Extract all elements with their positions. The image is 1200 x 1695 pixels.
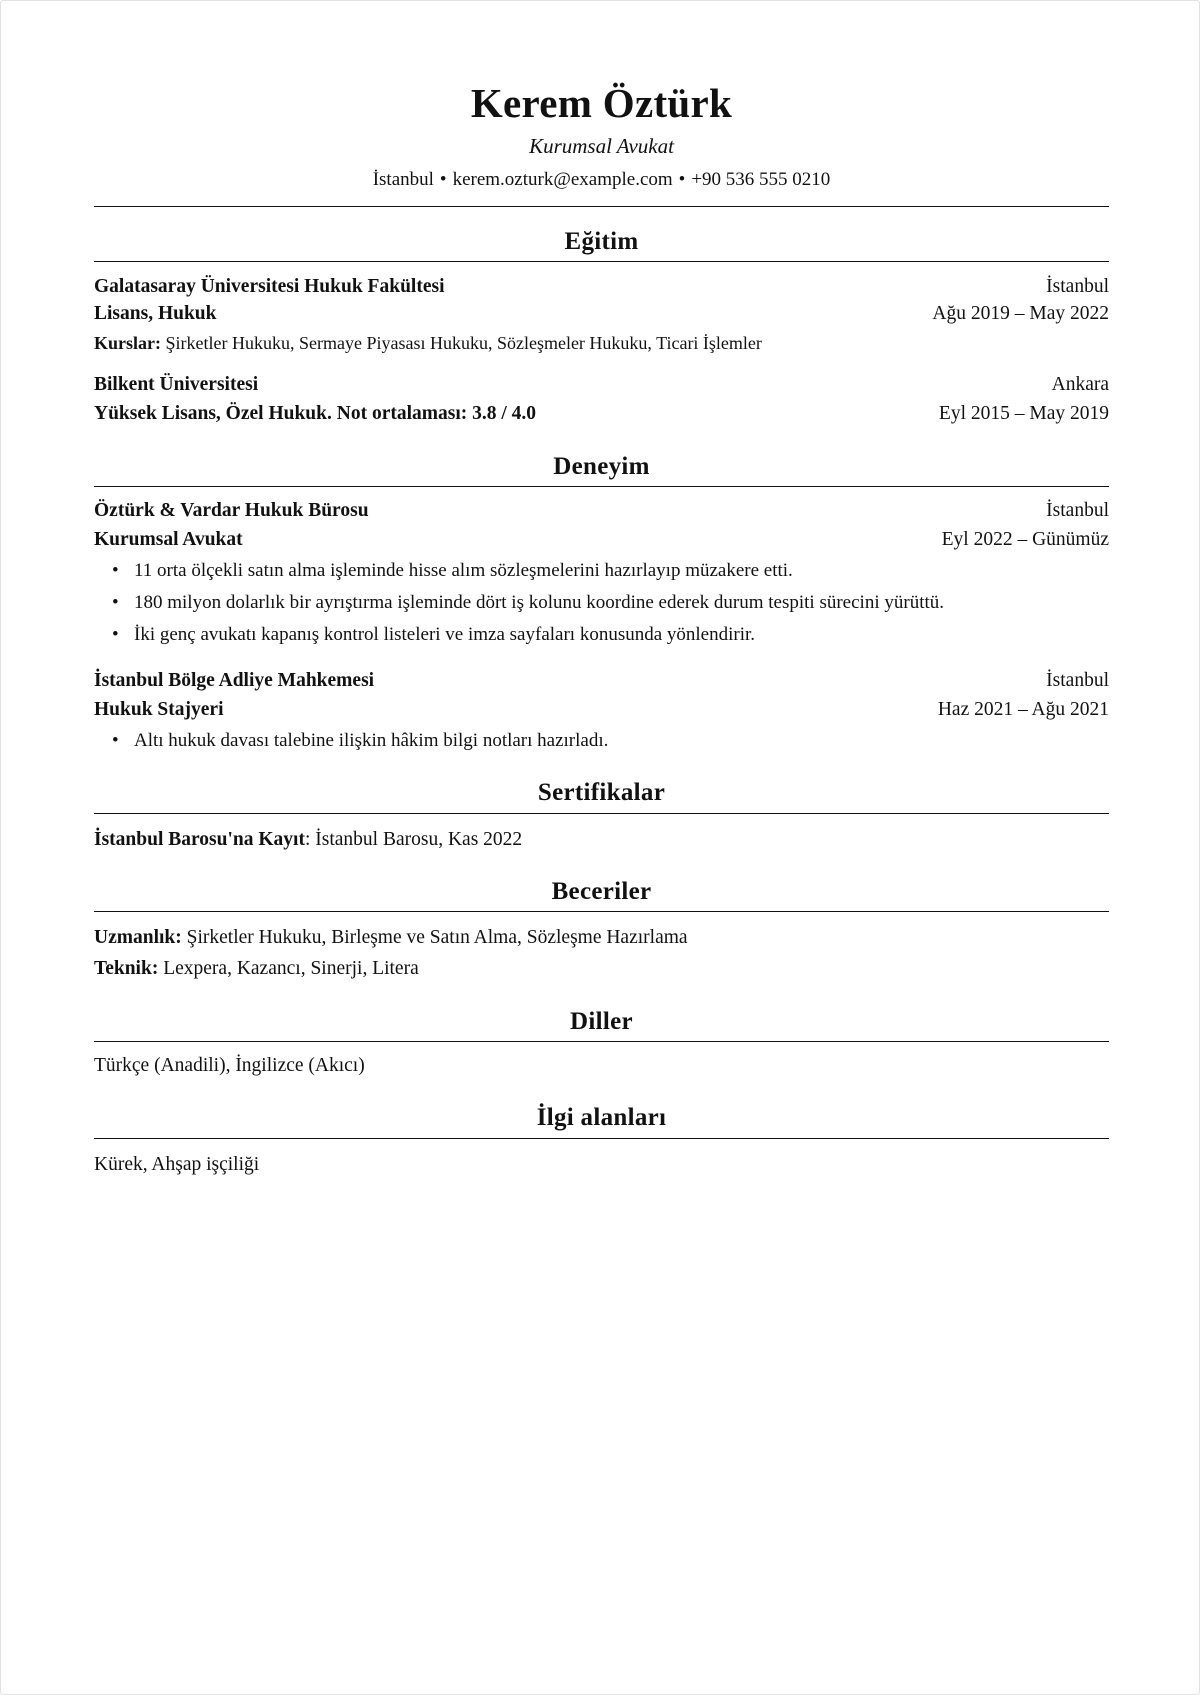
skills-label: Teknik: bbox=[94, 958, 159, 979]
section-title-interests: İlgi alanları bbox=[536, 1104, 667, 1131]
skills-value: Lexpera, Kazancı, Sinerji, Litera bbox=[158, 958, 419, 979]
contact-line bbox=[94, 168, 1109, 192]
bullet-icon: • bbox=[112, 592, 119, 613]
experience-bullet-text: 180 milyon dolarlık bir ayrıştırma işleminde dört iş kolunu koordine ederek durum tespiti sürecini yürüttü. bbox=[134, 592, 944, 613]
education-dates: Eyl 2015 – May 2019 bbox=[938, 403, 1109, 424]
education-location: Ankara bbox=[1051, 374, 1109, 395]
section-title-languages: Diller bbox=[570, 1008, 633, 1035]
experience-bullet-text: İki genç avukatı kapanış kontrol listeleri ve imza sayfaları konusunda yönlendirir. bbox=[134, 624, 756, 645]
education-courses-label: Kurslar: bbox=[94, 333, 161, 353]
section-divider-certifications bbox=[94, 813, 1109, 814]
interests-text: Kürek, Ahşap işçiliği bbox=[94, 1154, 260, 1175]
candidate-title: Kurumsal Avukat bbox=[529, 134, 674, 158]
education-school: Bilkent Üniversitesi bbox=[94, 374, 259, 395]
contact-phone[interactable]: +90 536 555 0210 bbox=[691, 169, 831, 190]
section-title-certifications: Sertifikalar bbox=[537, 779, 666, 806]
education-dates: Ağu 2019 – May 2022 bbox=[932, 303, 1109, 324]
experience-bullet bbox=[112, 590, 944, 616]
section-divider-languages bbox=[94, 1041, 1109, 1042]
education-school: Galatasaray Üniversitesi Hukuk Fakültesi bbox=[94, 276, 445, 297]
experience-bullet-text: 11 orta ölçekli satın alma işleminde hisse alım sözleşmelerini hazırlayıp müzakere etti. bbox=[134, 560, 793, 581]
education-degree: Yüksek Lisans, Özel Hukuk. Not ortalaması: 3.8 / 4.0 bbox=[94, 403, 537, 424]
experience-bullet bbox=[112, 558, 793, 584]
section-title-skills: Beceriler bbox=[551, 878, 652, 905]
certification-name: İstanbul Barosu'na Kayıt bbox=[94, 829, 305, 850]
languages-text: Türkçe (Anadili), İngilizce (Akıcı) bbox=[94, 1055, 365, 1076]
certification-detail: : İstanbul Barosu, Kas 2022 bbox=[304, 829, 523, 850]
experience-dates: Haz 2021 – Ağu 2021 bbox=[937, 699, 1109, 720]
section-title-education: Eğitim bbox=[564, 228, 639, 255]
experience-dates: Eyl 2022 – Günümüz bbox=[941, 529, 1109, 550]
contact-separator: • bbox=[439, 169, 447, 190]
experience-bullet-text: Altı hukuk davası talebine ilişkin hâkim bilgi notları hazırladı. bbox=[134, 730, 609, 751]
section-divider-skills bbox=[94, 911, 1109, 912]
education-location: İstanbul bbox=[1046, 276, 1109, 297]
bullet-icon: • bbox=[112, 730, 119, 751]
skills-value: Şirketler Hukuku, Birleşme ve Satın Alma, Sözleşme Hazırlama bbox=[181, 927, 688, 948]
education-courses bbox=[94, 330, 762, 356]
education-degree: Lisans, Hukuk bbox=[94, 303, 217, 324]
contact-email[interactable]: kerem.ozturk@example.com bbox=[452, 169, 673, 190]
experience-role: Kurumsal Avukat bbox=[94, 529, 243, 550]
section-title-experience: Deneyim bbox=[553, 453, 650, 480]
bullet-icon: • bbox=[112, 624, 119, 645]
experience-location: İstanbul bbox=[1046, 500, 1109, 521]
skills-label: Uzmanlık: bbox=[94, 927, 182, 948]
bullet-icon: • bbox=[112, 560, 119, 581]
experience-company: Öztürk & Vardar Hukuk Bürosu bbox=[94, 500, 369, 521]
contact-location: İstanbul bbox=[372, 169, 434, 190]
experience-company: İstanbul Bölge Adliye Mahkemesi bbox=[94, 670, 375, 691]
experience-bullet bbox=[112, 728, 608, 754]
section-divider-interests bbox=[94, 1138, 1109, 1139]
experience-bullet bbox=[112, 622, 755, 648]
education-courses-list: Şirketler Hukuku, Sermaye Piyasası Hukuku, Sözleşmeler Hukuku, Ticari İşlemler bbox=[165, 333, 762, 353]
header-divider bbox=[94, 206, 1109, 207]
certification-item bbox=[94, 827, 522, 853]
candidate-name: Kerem Öztürk bbox=[470, 80, 733, 126]
experience-location: İstanbul bbox=[1046, 670, 1109, 691]
skills-item bbox=[94, 956, 419, 982]
section-divider-experience bbox=[94, 486, 1109, 487]
section-divider-education bbox=[94, 261, 1109, 262]
experience-role: Hukuk Stajyeri bbox=[94, 699, 224, 720]
contact-separator: • bbox=[678, 169, 686, 190]
skills-item bbox=[94, 925, 688, 951]
